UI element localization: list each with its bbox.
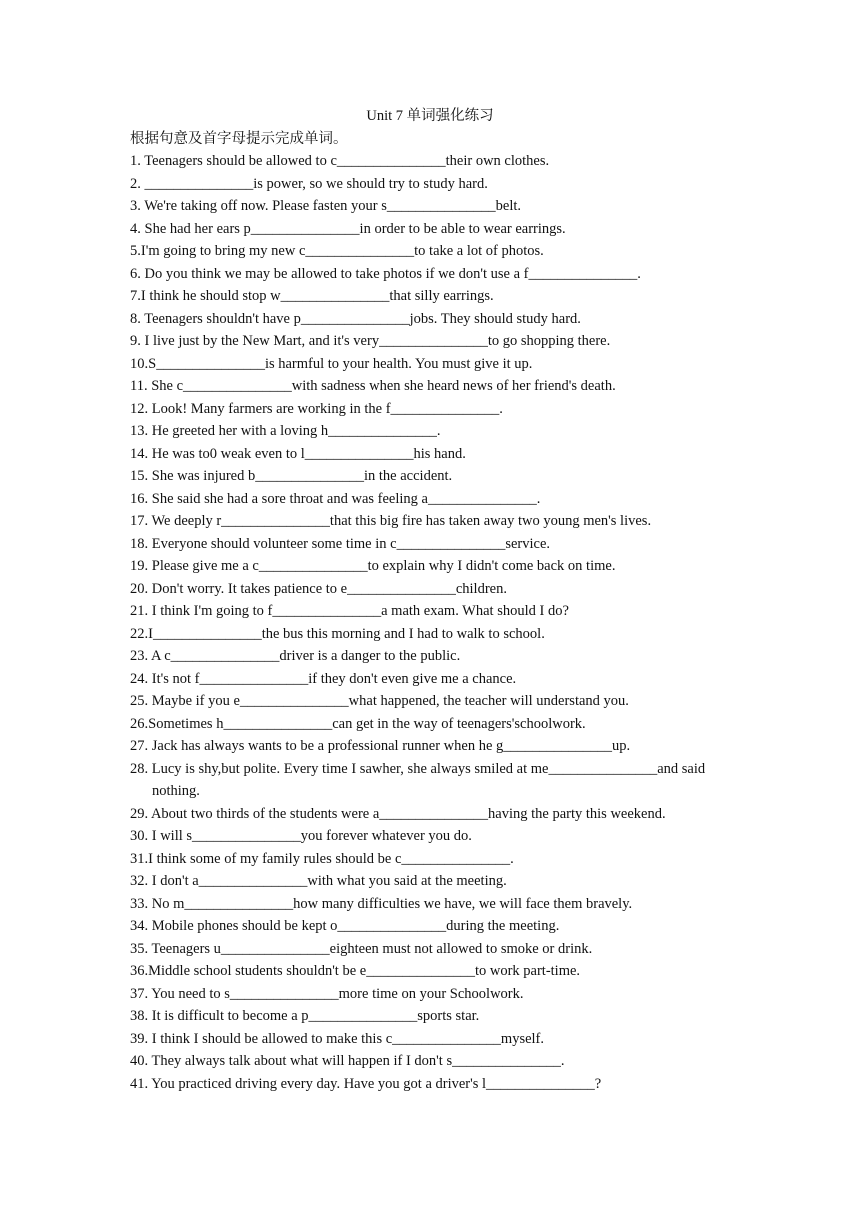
question-9: 9. I live just by the New Mart, and it's very_______________to go shopping there. — [130, 333, 611, 349]
question-10: 10.S_______________is harmful to your health. You must give it up. — [130, 355, 533, 372]
worksheet — [130, 105, 730, 1095]
question-8: 8. Teenagers shouldn't have p_______________jobs. They should study hard. — [130, 310, 581, 327]
question-12: 12. Look! Many farmers are working in the f_______________. — [130, 400, 503, 417]
question-40: 40. They always talk about what will happen if I don't s_______________. — [130, 1053, 565, 1069]
instruction-text: 根据句意及首字母提示完成单词。 — [130, 130, 348, 147]
question-1: 1. Teenagers should be allowed to c_______________their own clothes. — [130, 153, 550, 169]
question-19: 19. Please give me a c_______________to explain why I didn't come back on time. — [130, 558, 616, 574]
question-4: 4. She had her ears p_______________in order to be able to wear earrings. — [130, 220, 566, 237]
question-21: 21. I think I'm going to f_______________a math exam. What should I do? — [130, 603, 569, 619]
question-3: 3. We're taking off now. Please fasten your s_______________belt. — [130, 198, 521, 214]
question-16: 16. She said she had a sore throat and was feeling a_______________. — [130, 490, 541, 507]
question-38: 38. It is difficult to become a p_______________sports star. — [130, 1008, 480, 1024]
question-41: 41. You practiced driving every day. Have you got a driver's l_______________? — [130, 1075, 602, 1092]
question-28: 28. Lucy is shy,but polite. Every time I sawher, she always smiled at me_______________and said nothing. — [130, 760, 706, 799]
question-39: 39. I think I should be allowed to make this c_______________myself. — [130, 1030, 545, 1047]
question-22: 22.I_______________the bus this morning and I had to walk to school. — [130, 625, 545, 642]
question-25: 25. Maybe if you e_______________what happened, the teacher will understand you. — [130, 693, 629, 709]
question-32: 32. I don't a_______________with what you said at the meeting. — [130, 873, 507, 889]
question-7: 7.I think he should stop w_______________that silly earrings. — [130, 288, 494, 304]
question-23: 23. A c_______________driver is a danger to the public. — [130, 648, 461, 664]
question-26: 26.Sometimes h_______________can get in the way of teenagers'schoolwork. — [130, 715, 586, 732]
question-36: 36.Middle school students shouldn't be e_______________to work part-time. — [130, 963, 581, 979]
question-17: 17. We deeply r_______________that this big fire has taken away two young men's lives. — [130, 513, 652, 529]
question-2: 2. _______________is power, so we should try to study hard. — [130, 175, 488, 192]
question-34: 34. Mobile phones should be kept o_______________during the meeting. — [130, 918, 560, 934]
page-title: Unit 7 单词强化练习 — [366, 108, 494, 124]
question-29: 29. About two thirds of the students were a_______________having the party this weekend. — [130, 805, 666, 822]
question-18: 18. Everyone should volunteer some time in c_______________service. — [130, 535, 551, 552]
question-6: 6. Do you think we may be allowed to take photos if we don't use a f_______________. — [130, 265, 641, 282]
question-27: 27. Jack has always wants to be a professional runner when he g_______________up. — [130, 738, 631, 754]
question-37: 37. You need to s_______________more time on your Schoolwork. — [130, 985, 524, 1002]
question-31: 31.I think some of my family rules should be c_______________. — [130, 850, 514, 867]
question-13: 13. He greeted her with a loving h_______________. — [130, 423, 441, 439]
question-20: 20. Don't worry. It takes patience to e_______________children. — [130, 580, 507, 597]
question-15: 15. She was injured b_______________in the accident. — [130, 468, 453, 484]
question-5: 5.I'm going to bring my new c_______________to take a lot of photos. — [130, 243, 544, 259]
question-30: 30. I will s_______________you forever whatever you do. — [130, 828, 472, 844]
question-11: 11. She c_______________with sadness when she heard news of her friend's death. — [130, 378, 616, 394]
question-35: 35. Teenagers u_______________eighteen must not allowed to smoke or drink. — [130, 940, 593, 957]
question-24: 24. It's not f_______________if they don't even give me a chance. — [130, 670, 517, 687]
question-33: 33. No m_______________how many difficulties we have, we will face them bravely. — [130, 895, 633, 912]
question-14: 14. He was to0 weak even to l_______________his hand. — [130, 445, 466, 462]
